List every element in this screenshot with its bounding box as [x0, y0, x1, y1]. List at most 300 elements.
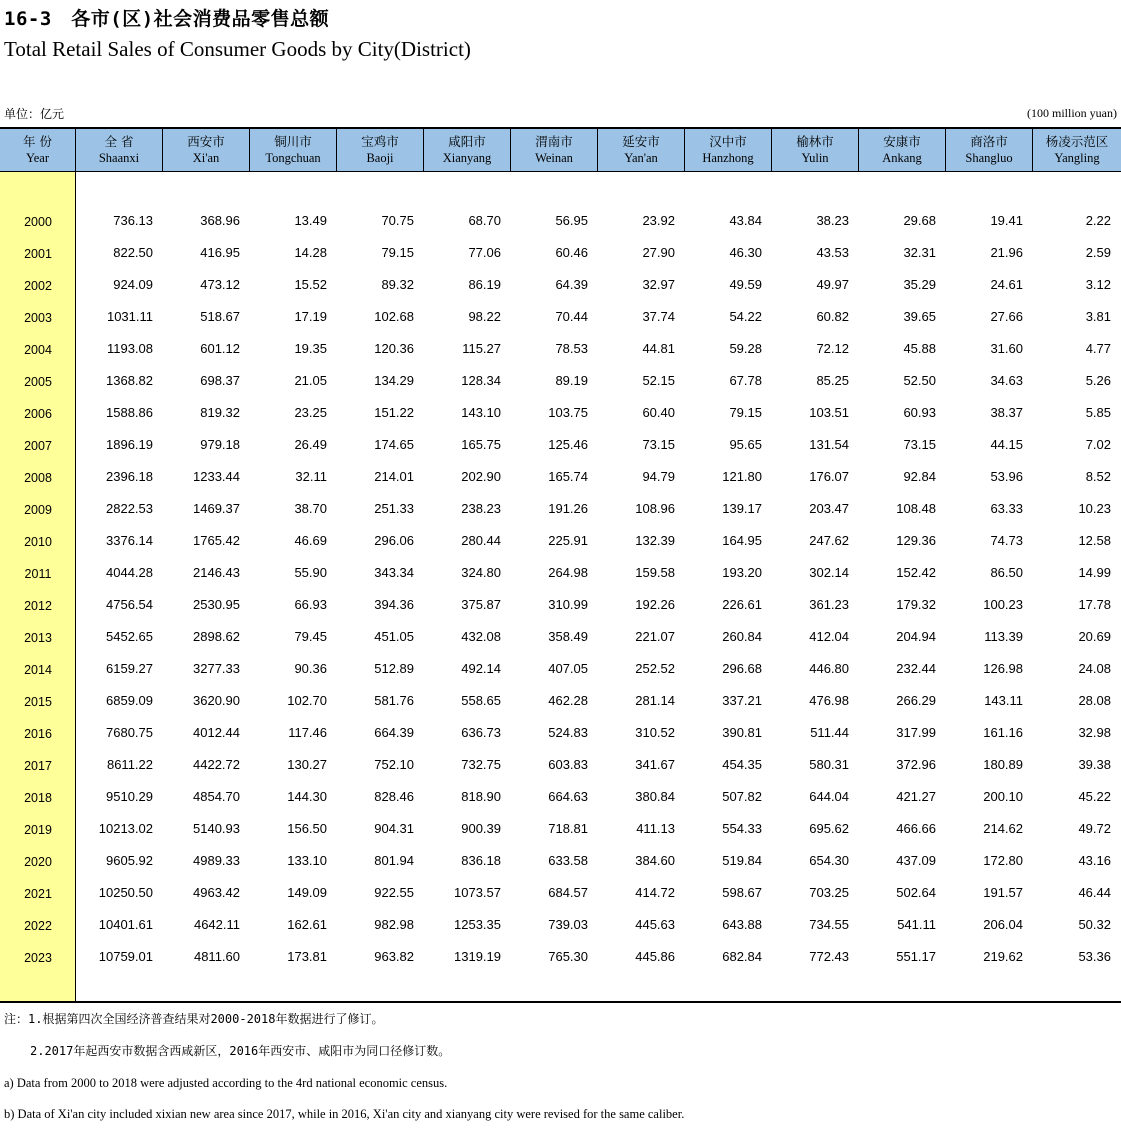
column-header [859, 129, 946, 171]
value-cell: 264.98 [548, 564, 588, 580]
value-cell: 979.18 [200, 436, 240, 452]
value-cell: 1896.19 [106, 436, 153, 452]
value-cell: 4012.44 [193, 724, 240, 740]
value-cell: 9510.29 [106, 788, 153, 804]
value-cell: 343.34 [374, 564, 414, 580]
table-row [0, 300, 1121, 332]
value-cell: 113.39 [984, 628, 1023, 644]
value-cell: 39.38 [1078, 756, 1111, 772]
value-cell: 121.80 [722, 468, 762, 484]
table-row [0, 204, 1121, 236]
footnote-en-1: a) Data from 2000 to 2018 were adjusted according to the 4rd national economic census. [4, 1076, 448, 1090]
column-header-cn: 西安市 [187, 134, 225, 149]
value-cell: 67.78 [729, 372, 762, 388]
value-cell: 52.15 [642, 372, 675, 388]
year-cell: 2023 [24, 951, 52, 965]
column-header [598, 129, 685, 171]
value-cell: 380.84 [635, 788, 675, 804]
column-header [337, 129, 424, 171]
value-cell: 232.44 [896, 660, 936, 676]
value-cell: 772.43 [809, 948, 849, 964]
value-cell: 5.85 [1085, 404, 1111, 420]
value-cell: 60.46 [555, 244, 588, 260]
value-cell: 17.78 [1078, 596, 1111, 612]
column-header-en: Xianyang [442, 151, 492, 165]
value-cell: 28.08 [1078, 692, 1111, 708]
value-cell: 736.13 [113, 212, 153, 228]
year-cell: 2000 [24, 215, 52, 229]
value-cell: 432.08 [461, 628, 501, 644]
value-cell: 180.89 [983, 756, 1023, 772]
column-header-cn: 全 省 [104, 134, 134, 149]
value-cell: 4.77 [1085, 340, 1111, 356]
value-cell: 43.53 [816, 244, 849, 260]
column-header-en: Year [25, 151, 50, 165]
column-header [76, 129, 163, 171]
value-cell: 390.81 [722, 724, 762, 740]
value-cell: 115.27 [462, 340, 501, 356]
column-header-cn: 安康市 [883, 134, 921, 149]
value-cell: 982.98 [374, 916, 414, 932]
value-cell: 203.47 [809, 500, 849, 516]
year-cell: 2002 [24, 279, 52, 293]
value-cell: 644.04 [809, 788, 849, 804]
value-cell: 732.75 [461, 756, 501, 772]
column-header [946, 129, 1033, 171]
value-cell: 59.28 [729, 340, 762, 356]
year-cell: 2013 [24, 631, 52, 645]
column-header-en: Shangluo [965, 151, 1013, 165]
value-cell: 72.12 [816, 340, 849, 356]
value-cell: 375.87 [461, 596, 501, 612]
column-header [685, 129, 772, 171]
retail-sales-table [0, 127, 1121, 1003]
value-cell: 445.63 [635, 916, 675, 932]
value-cell: 5452.65 [106, 628, 153, 644]
column-header-en: Yan'an [624, 151, 658, 165]
column-header-en: Xi'an [192, 151, 220, 165]
value-cell: 128.34 [461, 372, 501, 388]
value-cell: 132.39 [635, 532, 675, 548]
value-cell: 120.36 [374, 340, 414, 356]
value-cell: 684.57 [548, 884, 588, 900]
column-header-cn: 渭南市 [535, 134, 573, 149]
year-cell: 2018 [24, 791, 52, 805]
value-cell: 38.70 [294, 500, 327, 516]
value-cell: 437.09 [896, 852, 936, 868]
table-row [0, 268, 1121, 300]
footnote-cn-1: 注：1.根据第四次全国经济普查结果对2000-2018年数据进行了修订。 [4, 1012, 384, 1026]
value-cell: 819.32 [200, 404, 240, 420]
value-cell: 3.81 [1085, 308, 1111, 324]
value-cell: 37.74 [642, 308, 675, 324]
value-cell: 129.36 [896, 532, 936, 548]
table-row [0, 844, 1121, 876]
table-row [0, 908, 1121, 940]
value-cell: 79.15 [381, 244, 414, 260]
value-cell: 152.42 [896, 564, 936, 580]
value-cell: 19.35 [294, 340, 327, 356]
value-cell: 1765.42 [193, 532, 240, 548]
table-row [0, 748, 1121, 780]
value-cell: 77.06 [468, 244, 501, 260]
value-cell: 23.25 [294, 404, 327, 420]
value-cell: 310.99 [548, 596, 588, 612]
value-cell: 394.36 [374, 596, 414, 612]
value-cell: 52.50 [903, 372, 936, 388]
value-cell: 466.66 [896, 820, 936, 836]
value-cell: 21.96 [990, 244, 1023, 260]
column-header [250, 129, 337, 171]
value-cell: 414.72 [635, 884, 675, 900]
value-cell: 21.05 [294, 372, 327, 388]
table-row [0, 460, 1121, 492]
value-cell: 79.45 [294, 628, 327, 644]
value-cell: 519.84 [722, 852, 762, 868]
value-cell: 581.76 [374, 692, 414, 708]
year-cell: 2022 [24, 919, 52, 933]
column-header-en: Baoji [366, 151, 394, 165]
table-row [0, 940, 1121, 972]
table-header [0, 129, 1121, 172]
value-cell: 252.52 [635, 660, 675, 676]
value-cell: 43.84 [729, 212, 762, 228]
value-cell: 266.29 [896, 692, 936, 708]
value-cell: 2.59 [1085, 244, 1111, 260]
value-cell: 421.27 [896, 788, 936, 804]
table-row [0, 396, 1121, 428]
table-row [0, 876, 1121, 908]
table-row [0, 716, 1121, 748]
value-cell: 64.39 [555, 276, 588, 292]
value-cell: 53.36 [1078, 948, 1111, 964]
table-row [0, 812, 1121, 844]
value-cell: 46.44 [1078, 884, 1111, 900]
value-cell: 302.14 [809, 564, 849, 580]
value-cell: 100.23 [983, 596, 1023, 612]
table-row [0, 652, 1121, 684]
value-cell: 654.30 [809, 852, 849, 868]
value-cell: 161.16 [983, 724, 1023, 740]
value-cell: 603.83 [548, 756, 588, 772]
year-cell: 2004 [24, 343, 52, 357]
value-cell: 1469.37 [193, 500, 240, 516]
year-cell: 2017 [24, 759, 52, 773]
table-row [0, 524, 1121, 556]
value-cell: 117.46 [288, 724, 327, 740]
value-cell: 664.63 [548, 788, 588, 804]
value-cell: 251.33 [374, 500, 414, 516]
value-cell: 3376.14 [106, 532, 153, 548]
value-cell: 698.37 [200, 372, 240, 388]
value-cell: 49.97 [816, 276, 849, 292]
value-cell: 451.05 [374, 628, 414, 644]
value-cell: 126.98 [983, 660, 1023, 676]
value-cell: 445.86 [635, 948, 675, 964]
value-cell: 89.19 [555, 372, 588, 388]
value-cell: 900.39 [461, 820, 501, 836]
value-cell: 45.22 [1078, 788, 1111, 804]
value-cell: 2146.43 [193, 564, 240, 580]
value-cell: 108.48 [896, 500, 936, 516]
value-cell: 78.53 [555, 340, 588, 356]
value-cell: 165.74 [548, 468, 588, 484]
value-cell: 226.61 [722, 596, 762, 612]
column-header [1033, 129, 1121, 171]
value-cell: 130.27 [287, 756, 327, 772]
page-title-en: Total Retail Sales of Consumer Goods by City(District) [4, 37, 471, 61]
value-cell: 10213.02 [98, 820, 153, 836]
value-cell: 7680.75 [106, 724, 153, 740]
value-cell: 598.67 [722, 884, 762, 900]
value-cell: 95.65 [729, 436, 762, 452]
value-cell: 79.15 [729, 404, 762, 420]
table-row [0, 492, 1121, 524]
value-cell: 384.60 [635, 852, 675, 868]
value-cell: 54.22 [729, 308, 762, 324]
table-row [0, 556, 1121, 588]
value-cell: 17.19 [294, 308, 327, 324]
column-header-cn: 年 份 [23, 134, 52, 149]
value-cell: 164.95 [722, 532, 762, 548]
value-cell: 801.94 [374, 852, 414, 868]
value-cell: 558.65 [461, 692, 501, 708]
value-cell: 50.32 [1078, 916, 1111, 932]
year-cell: 2003 [24, 311, 52, 325]
value-cell: 317.99 [896, 724, 936, 740]
value-cell: 10759.01 [98, 948, 153, 964]
value-cell: 60.82 [816, 308, 849, 324]
value-cell: 55.90 [294, 564, 327, 580]
column-header-en: Yangling [1054, 151, 1100, 165]
year-cell: 2015 [24, 695, 52, 709]
value-cell: 296.06 [374, 532, 414, 548]
value-cell: 2822.53 [106, 500, 153, 516]
value-cell: 752.10 [374, 756, 414, 772]
value-cell: 411.13 [636, 820, 675, 836]
value-cell: 580.31 [809, 756, 849, 772]
value-cell: 922.55 [374, 884, 414, 900]
value-cell: 74.73 [990, 532, 1023, 548]
value-cell: 507.82 [722, 788, 762, 804]
value-cell: 144.30 [287, 788, 327, 804]
value-cell: 818.90 [461, 788, 501, 804]
value-cell: 38.23 [816, 212, 849, 228]
year-cell: 2012 [24, 599, 52, 613]
value-cell: 103.75 [548, 404, 588, 420]
value-cell: 695.62 [809, 820, 849, 836]
value-cell: 643.88 [722, 916, 762, 932]
value-cell: 502.64 [896, 884, 936, 900]
value-cell: 4854.70 [193, 788, 240, 804]
table-row [0, 684, 1121, 716]
value-cell: 206.04 [983, 916, 1023, 932]
value-cell: 3277.33 [193, 660, 240, 676]
value-cell: 225.91 [548, 532, 588, 548]
column-header-cn: 宝鸡市 [361, 134, 399, 149]
value-cell: 70.75 [381, 212, 414, 228]
value-cell: 26.49 [294, 436, 327, 452]
column-header-en: Hanzhong [702, 151, 754, 165]
value-cell: 159.58 [635, 564, 675, 580]
value-cell: 473.12 [200, 276, 240, 292]
value-cell: 44.15 [990, 436, 1023, 452]
value-cell: 32.11 [295, 468, 327, 484]
year-cell: 2016 [24, 727, 52, 741]
value-cell: 90.36 [294, 660, 327, 676]
value-cell: 151.22 [374, 404, 414, 420]
value-cell: 9605.92 [106, 852, 153, 868]
value-cell: 85.25 [816, 372, 849, 388]
value-cell: 102.70 [287, 692, 327, 708]
value-cell: 341.67 [635, 756, 675, 772]
value-cell: 682.84 [722, 948, 762, 964]
value-cell: 10250.50 [98, 884, 153, 900]
column-header-en: Yulin [801, 151, 829, 165]
value-cell: 143.10 [461, 404, 501, 420]
year-cell: 2011 [24, 567, 52, 581]
value-cell: 219.62 [983, 948, 1023, 964]
value-cell: 10401.61 [98, 916, 153, 932]
value-cell: 14.28 [294, 244, 327, 260]
value-cell: 12.58 [1078, 532, 1111, 548]
value-cell: 156.50 [287, 820, 327, 836]
column-header-cn: 汉中市 [709, 134, 747, 149]
value-cell: 718.81 [548, 820, 588, 836]
value-cell: 24.08 [1078, 660, 1111, 676]
column-header [424, 129, 511, 171]
value-cell: 2.22 [1085, 212, 1111, 228]
value-cell: 2898.62 [193, 628, 240, 644]
value-cell: 98.22 [468, 308, 501, 324]
value-cell: 4963.42 [193, 884, 240, 900]
value-cell: 10.23 [1078, 500, 1111, 516]
value-cell: 551.17 [896, 948, 936, 964]
year-cell: 2014 [24, 663, 52, 677]
value-cell: 193.20 [722, 564, 762, 580]
year-cell: 2010 [24, 535, 52, 549]
value-cell: 734.55 [809, 916, 849, 932]
value-cell: 3.12 [1085, 276, 1111, 292]
value-cell: 416.95 [200, 244, 240, 260]
column-header [163, 129, 250, 171]
value-cell: 46.69 [294, 532, 327, 548]
year-cell: 2007 [24, 439, 52, 453]
value-cell: 134.29 [374, 372, 414, 388]
value-cell: 703.25 [809, 884, 849, 900]
value-cell: 739.03 [548, 916, 588, 932]
value-cell: 1368.82 [106, 372, 153, 388]
value-cell: 103.51 [809, 404, 849, 420]
value-cell: 633.58 [548, 852, 588, 868]
value-cell: 176.07 [809, 468, 849, 484]
value-cell: 247.62 [809, 532, 849, 548]
value-cell: 165.75 [461, 436, 501, 452]
column-header-cn: 咸阳市 [448, 134, 486, 149]
value-cell: 179.32 [896, 596, 936, 612]
column-header-cn: 延安市 [622, 134, 660, 149]
value-cell: 454.35 [722, 756, 762, 772]
footnote-en-2: b) Data of Xi'an city included xixian new area since 2017, while in 2016, Xi'an city and xianyang city were revised for the same caliber. [4, 1107, 685, 1121]
year-cell: 2001 [24, 247, 52, 261]
table-row [0, 332, 1121, 364]
value-cell: 554.33 [722, 820, 762, 836]
value-cell: 191.57 [983, 884, 1023, 900]
value-cell: 86.50 [990, 564, 1023, 580]
value-cell: 15.52 [294, 276, 327, 292]
value-cell: 822.50 [113, 244, 153, 260]
column-header-cn: 商洛市 [970, 134, 1008, 149]
value-cell: 20.69 [1078, 628, 1111, 644]
value-cell: 6859.09 [106, 692, 153, 708]
value-cell: 1588.86 [106, 404, 153, 420]
table-row [0, 364, 1121, 396]
value-cell: 924.09 [113, 276, 153, 292]
value-cell: 636.73 [461, 724, 501, 740]
value-cell: 38.37 [990, 404, 1023, 420]
value-cell: 8611.22 [106, 756, 153, 772]
value-cell: 2530.95 [193, 596, 240, 612]
value-cell: 68.70 [468, 212, 501, 228]
value-cell: 1233.44 [193, 468, 240, 484]
value-cell: 337.21 [722, 692, 762, 708]
value-cell: 214.01 [374, 468, 414, 484]
value-cell: 200.10 [983, 788, 1023, 804]
value-cell: 60.93 [903, 404, 936, 420]
value-cell: 191.26 [548, 500, 588, 516]
table-row [0, 620, 1121, 652]
value-cell: 32.97 [642, 276, 675, 292]
value-cell: 214.62 [983, 820, 1023, 836]
table-body [0, 204, 1121, 972]
value-cell: 407.05 [548, 660, 588, 676]
value-cell: 4811.60 [193, 948, 240, 964]
value-cell: 162.61 [287, 916, 327, 932]
value-cell: 280.44 [461, 532, 501, 548]
value-cell: 174.65 [374, 436, 414, 452]
year-cell: 2020 [24, 855, 52, 869]
value-cell: 476.98 [809, 692, 849, 708]
value-cell: 765.30 [548, 948, 588, 964]
value-cell: 281.14 [635, 692, 675, 708]
value-cell: 149.09 [287, 884, 327, 900]
value-cell: 601.12 [200, 340, 240, 356]
value-cell: 324.80 [461, 564, 501, 580]
value-cell: 66.93 [294, 596, 327, 612]
value-cell: 4989.33 [193, 852, 240, 868]
value-cell: 46.30 [729, 244, 762, 260]
year-cell: 2021 [24, 887, 52, 901]
value-cell: 102.68 [374, 308, 414, 324]
value-cell: 511.44 [810, 724, 849, 740]
value-cell: 27.90 [642, 244, 675, 260]
value-cell: 372.96 [896, 756, 936, 772]
value-cell: 45.88 [903, 340, 936, 356]
value-cell: 1319.19 [454, 948, 501, 964]
column-header-en: Shaanxi [98, 151, 140, 165]
value-cell: 541.11 [897, 916, 936, 932]
value-cell: 512.89 [374, 660, 414, 676]
value-cell: 49.59 [729, 276, 762, 292]
value-cell: 5.26 [1085, 372, 1111, 388]
value-cell: 204.94 [896, 628, 936, 644]
value-cell: 172.80 [983, 852, 1023, 868]
value-cell: 143.11 [984, 692, 1023, 708]
value-cell: 4642.11 [193, 916, 240, 932]
value-cell: 39.65 [903, 308, 936, 324]
value-cell: 260.84 [722, 628, 762, 644]
column-header-en: Weinan [535, 151, 573, 165]
